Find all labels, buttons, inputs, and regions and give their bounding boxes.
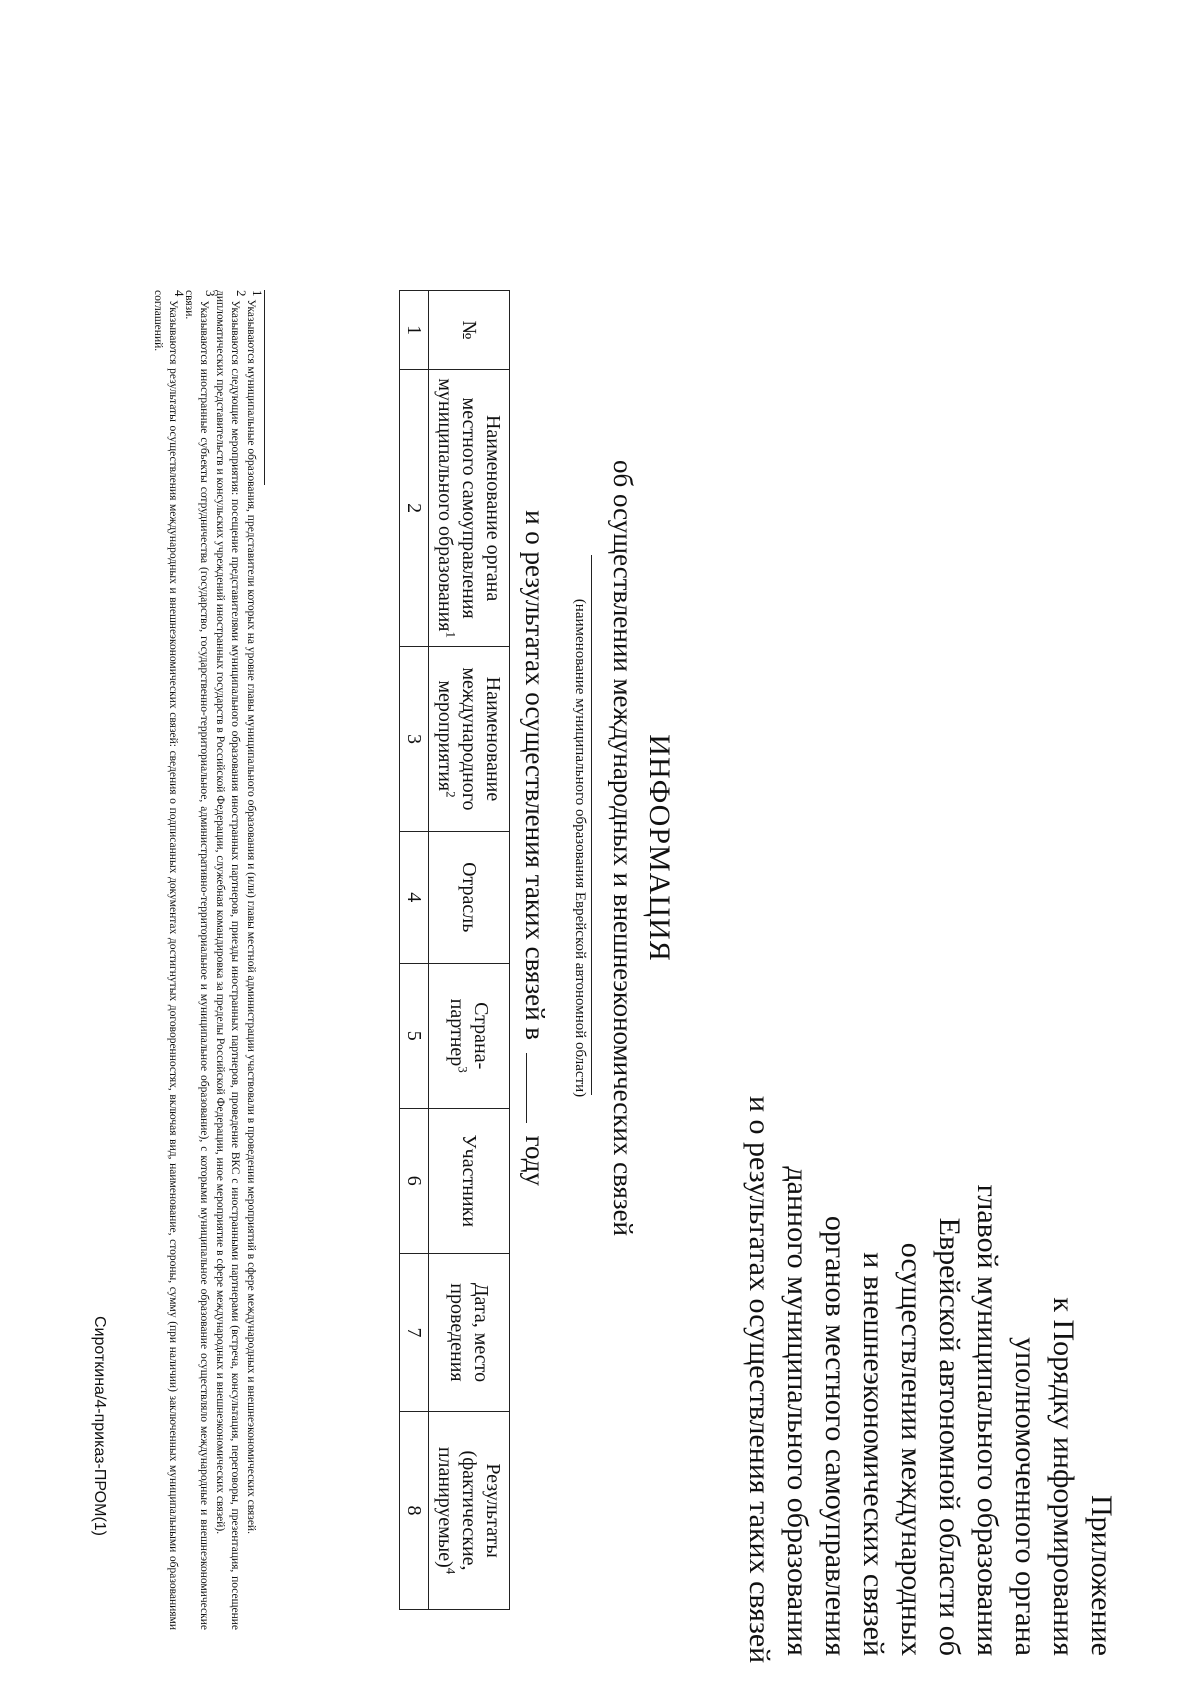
footnote-separator bbox=[264, 290, 265, 485]
footnotes bbox=[149, 290, 265, 1631]
appendix-line: к Порядку информирования bbox=[1047, 1297, 1080, 1656]
column-number: 2 bbox=[400, 370, 429, 647]
appendix-block bbox=[740, 1096, 1120, 1664]
appendix-line: и о результатах осуществления таких связей bbox=[743, 1096, 776, 1664]
appendix-line: осуществлении международных bbox=[895, 1242, 928, 1656]
title-heading: ИНФОРМАЦИЯ bbox=[643, 734, 676, 962]
footnote: $^4$ Указываются результаты осуществления международных и внешнеэкономических связей: сведения о подписанных документах достигнутых договоренностях, включая вид, наименование, стороны, сумму (при наличии) заключенных муниципальными образованиями соглашений. bbox=[152, 290, 187, 1630]
municipality-name-line bbox=[591, 555, 592, 1095]
appendix-line: Приложение bbox=[1085, 1494, 1118, 1656]
appendix-line: органов местного самоуправления bbox=[819, 1215, 852, 1656]
column-number: 6 bbox=[400, 1108, 429, 1253]
col-header-partner-country: Страна-партнер$^3$ bbox=[429, 963, 510, 1108]
col-header-date-place: Дата, место проведения bbox=[429, 1253, 510, 1411]
footnote: $^1$ Указываются муниципальные образования, представители которых на уровне главы муниципального образования и (или) главы местной администрации участвовали в проведении мероприятий в сфере международных и внешнеэкономических связей. bbox=[245, 290, 265, 1534]
column-number: 7 bbox=[400, 1253, 429, 1411]
year-line bbox=[518, 0, 552, 1696]
column-number: 8 bbox=[400, 1412, 429, 1610]
column-number: 1 bbox=[400, 291, 429, 370]
footnote: $^2$ Указываются следующие мероприятия: посещение представителями муниципального образования иностранных партнеров, приезды иностранных партнеров, проведение ВКС с иностранными партнерами (встреча, консультация, переговоры, презентация, посещение дипломатических представительств и консульских учреждений иностранных государств в Российской Федерации, служебная командировка за пределы Российской Федерации, иное мероприятие в сфере международных и внешнеэкономических связей). bbox=[214, 290, 249, 1631]
appendix-line: уполномоченного органа bbox=[1009, 1337, 1042, 1656]
executor-signature: Сироткина/4-приказ-ПРОМ(1) bbox=[91, 1316, 108, 1536]
col-header-results: Результаты (фактические, планируемые)$^4$ bbox=[429, 1412, 510, 1610]
col-header-authority: Наименование органа местного самоуправления муниципального образования$^1$ bbox=[429, 370, 510, 647]
footnote: $^3$ Указываются иностранные субъекты сотрудничества (государство, государственно-территориальное, административно-территориальное и муниципальное образование), с которыми муниципальное образование осуществляло международные и внешнеэкономические связи. bbox=[183, 290, 218, 1630]
col-header-number: № bbox=[429, 291, 510, 370]
appendix-line: главой муниципального образования bbox=[971, 1184, 1004, 1656]
column-number: 4 bbox=[400, 831, 429, 963]
table-header-row bbox=[429, 291, 510, 1610]
column-number: 5 bbox=[400, 963, 429, 1108]
col-header-participants: Участники bbox=[429, 1108, 510, 1253]
appendix-line: и внешнеэкономических связей bbox=[857, 1252, 890, 1656]
col-header-event: Наименование международного мероприятия$^2$ bbox=[429, 647, 510, 832]
report-table bbox=[399, 290, 510, 1610]
appendix-line: данного муниципального образования bbox=[781, 1166, 814, 1656]
title-subtitle: об осуществлении международных и внешнеэкономических связей bbox=[608, 460, 638, 1236]
year-line-text: и о результатах осуществления таких связей в bbox=[520, 510, 550, 1041]
appendix-line: Еврейской автономной области об bbox=[933, 1217, 966, 1656]
year-line-suffix: году bbox=[520, 1135, 550, 1186]
municipality-caption: (наименование муниципального образования Еврейской автономной области) bbox=[572, 598, 588, 1098]
column-number: 3 bbox=[400, 647, 429, 832]
table-number-row bbox=[400, 291, 429, 1610]
col-header-sector: Отрасль bbox=[429, 831, 510, 963]
document-title bbox=[606, 0, 678, 1696]
year-blank bbox=[526, 1053, 527, 1123]
